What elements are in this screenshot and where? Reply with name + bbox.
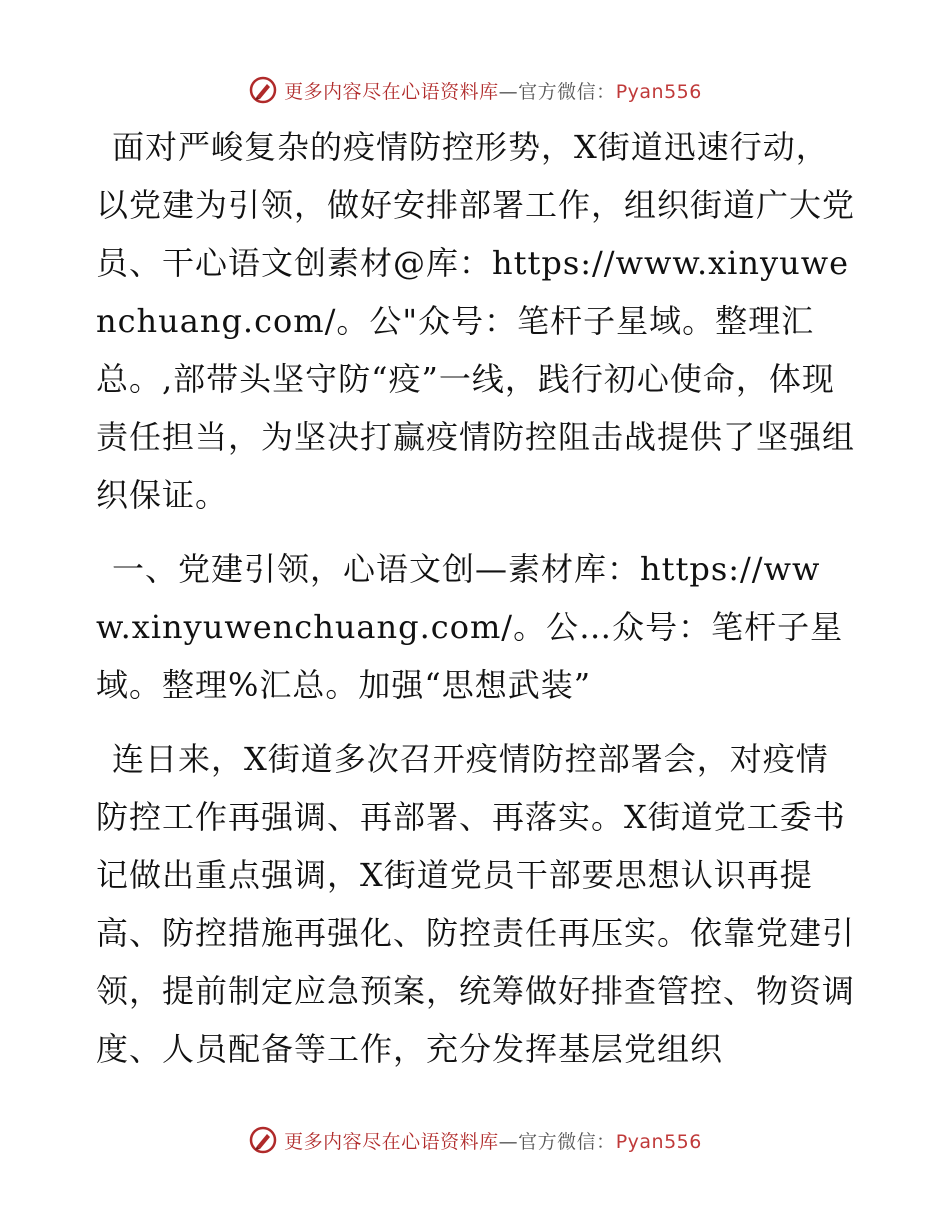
document-body	[96, 118, 856, 1078]
paragraph-intro: 面对严峻复杂的疫情防控形势，X街道迅速行动，以党建为引领，做好安排部署工作，组织街道广大党员、干心语文创素材@库：https://www.xinyuwenchuang.com/。公"众号：笔杆子星域。整理汇总。,部带头坚守防“疫”一线，践行初心使命，体现责任担当，为坚决打赢疫情防控阻击战提供了坚强组织保证。	[96, 128, 856, 514]
banner-text	[284, 77, 702, 104]
banner-official-label: 官方微信：	[518, 1130, 616, 1153]
banner-separator: —	[498, 80, 519, 103]
banner-brand: 更多内容尽在心语资料库	[284, 80, 499, 103]
section-heading: 一、党建引领，心语文创—素材库：https://www.xinyuwenchuang.com/。公…众号：笔杆子星域。整理%汇总。加强“思想武装”	[96, 550, 844, 704]
pen-logo-icon	[248, 1125, 278, 1155]
banner-separator: —	[498, 1130, 519, 1153]
paragraph-body: 连日来，X街道多次召开疫情防控部署会，对疫情防控工作再强调、再部署、再落实。X街道党工委书记做出重点强调，X街道党员干部要思想认识再提高、防控措施再强化、防控责任再压实。依靠党建引领，提前制定应急预案，统筹做好排查管控、物资调度、人员配备等工作，充分发挥基层党组织	[96, 740, 856, 1068]
footer-banner	[0, 1120, 950, 1160]
banner-brand: 更多内容尽在心语资料库	[284, 1130, 499, 1153]
banner-wechat-id: Pyan556	[615, 1130, 702, 1153]
header-banner	[0, 70, 950, 110]
banner-text	[284, 1127, 702, 1154]
banner-official-label: 官方微信：	[518, 80, 616, 103]
pen-logo-icon	[248, 75, 278, 105]
banner-wechat-id: Pyan556	[615, 80, 702, 103]
